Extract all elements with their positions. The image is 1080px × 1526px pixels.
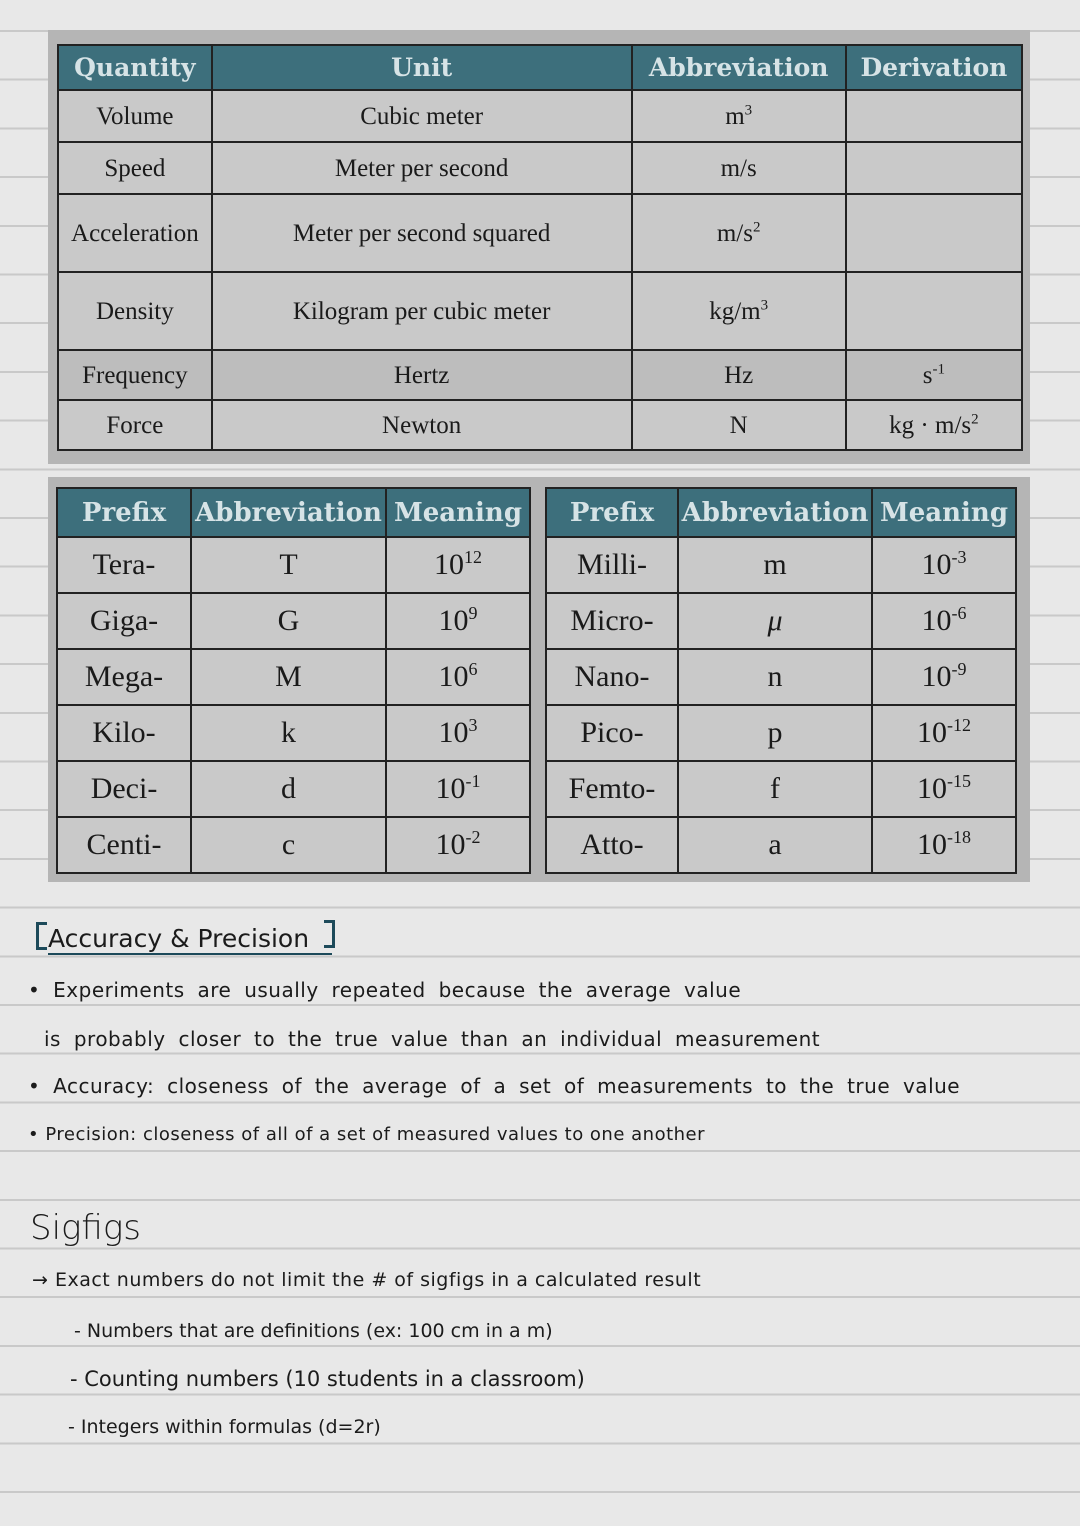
abbr-cell: N <box>632 400 846 450</box>
prefix-cell: Atto- <box>546 817 678 873</box>
abbr-cell: μ <box>678 593 872 649</box>
abbr-cell: $m^3$ <box>632 90 846 142</box>
table-row <box>57 593 530 649</box>
table-row <box>58 350 1022 400</box>
unit-cell: Meter per second squared <box>212 194 632 272</box>
prefix-cell: Femto- <box>546 761 678 817</box>
prefix-cell: Centi- <box>57 817 191 873</box>
note-line: → Exact numbers do not limit the # of sigfigs in a calculated result <box>32 1269 702 1291</box>
table-row <box>546 593 1016 649</box>
meaning-cell: $10^{-6}$ <box>872 593 1016 649</box>
meaning-cell: $10^{-18}$ <box>872 817 1016 873</box>
note-sub-line: - Counting numbers (10 students in a classroom) <box>70 1367 585 1391</box>
prefix-cell: Milli- <box>546 537 678 593</box>
table-row <box>57 761 530 817</box>
meaning-cell: $10^{-3}$ <box>872 537 1016 593</box>
title-bracket-left-icon <box>36 922 47 950</box>
prefix-table-header <box>57 488 530 537</box>
table-row <box>546 761 1016 817</box>
meaning-cell: $10^{-2}$ <box>386 817 530 873</box>
abbr-cell: $kg/m^3$ <box>632 272 846 350</box>
abbr-cell: T <box>191 537 386 593</box>
meaning-cell: $10^{-9}$ <box>872 649 1016 705</box>
header-prefix: Prefix <box>57 488 191 537</box>
note-line: • Experiments are usually repeated because the average value <box>28 978 742 1002</box>
meaning-cell: $10^3$ <box>386 705 530 761</box>
table-row <box>58 142 1022 194</box>
header-unit: Unit <box>212 45 632 90</box>
quantity-cell: Speed <box>58 142 212 194</box>
prefix-cell: Mega- <box>57 649 191 705</box>
prefix-table-header <box>546 488 1016 537</box>
table-row <box>58 194 1022 272</box>
table-row <box>546 817 1016 873</box>
prefix-table-small <box>545 487 1017 874</box>
note-line: is probably closer to the true value than an individual measurement <box>44 1027 821 1051</box>
meaning-cell: $10^9$ <box>386 593 530 649</box>
section-title-accuracy-precision: Accuracy & Precision <box>48 924 332 955</box>
derivation-cell <box>846 90 1022 142</box>
derivation-cell <box>846 194 1022 272</box>
abbr-cell: G <box>191 593 386 649</box>
table-row <box>58 90 1022 142</box>
units-table <box>57 44 1023 451</box>
header-prefix: Prefix <box>546 488 678 537</box>
units-table-header <box>58 45 1022 90</box>
note-sub-line: - Numbers that are definitions (ex: 100 cm in a m) <box>74 1320 553 1342</box>
abbr-cell: m/s <box>632 142 846 194</box>
abbr-cell: Hz <box>632 350 846 400</box>
header-derivation: Derivation <box>846 45 1022 90</box>
note-line: • Accuracy: closeness of the average of a set of measurements to the true value <box>28 1074 961 1098</box>
quantity-cell: Density <box>58 272 212 350</box>
abbr-cell: a <box>678 817 872 873</box>
quantity-cell: Frequency <box>58 350 212 400</box>
abbr-cell: f <box>678 761 872 817</box>
meaning-cell: $10^{-1}$ <box>386 761 530 817</box>
header-quantity: Quantity <box>58 45 212 90</box>
table-row <box>57 705 530 761</box>
table-row <box>57 817 530 873</box>
abbr-cell: p <box>678 705 872 761</box>
abbr-cell: d <box>191 761 386 817</box>
table-row <box>58 400 1022 450</box>
abbr-cell: c <box>191 817 386 873</box>
derivation-cell: kg · $m/s^2$ <box>846 400 1022 450</box>
table-row <box>546 649 1016 705</box>
meaning-cell: $10^{-15}$ <box>872 761 1016 817</box>
header-abbreviation: Abbreviation <box>191 488 386 537</box>
quantity-cell: Acceleration <box>58 194 212 272</box>
abbr-cell: $m/s^2$ <box>632 194 846 272</box>
prefix-cell: Micro- <box>546 593 678 649</box>
derivation-cell <box>846 142 1022 194</box>
header-meaning: Meaning <box>872 488 1016 537</box>
derivation-cell: $s^{-1}$ <box>846 350 1022 400</box>
table-row <box>546 537 1016 593</box>
note-sub-line: - Integers within formulas (d=2r) <box>68 1416 381 1438</box>
header-meaning: Meaning <box>386 488 530 537</box>
header-abbreviation: Abbreviation <box>678 488 872 537</box>
prefix-cell: Pico- <box>546 705 678 761</box>
prefix-cell: Kilo- <box>57 705 191 761</box>
abbr-cell: m <box>678 537 872 593</box>
abbr-cell: k <box>191 705 386 761</box>
note-line: • Precision: closeness of all of a set of measured values to one another <box>28 1124 706 1145</box>
derivation-cell <box>846 272 1022 350</box>
section-title-sigfigs: Sigfigs <box>30 1208 141 1248</box>
meaning-cell: $10^{12}$ <box>386 537 530 593</box>
prefix-table-large <box>56 487 531 874</box>
unit-cell: Cubic meter <box>212 90 632 142</box>
quantity-cell: Volume <box>58 90 212 142</box>
unit-cell: Newton <box>212 400 632 450</box>
prefix-cell: Tera- <box>57 537 191 593</box>
prefix-cell: Deci- <box>57 761 191 817</box>
abbr-cell: M <box>191 649 386 705</box>
table-row <box>546 705 1016 761</box>
prefix-cell: Nano- <box>546 649 678 705</box>
table-row <box>57 649 530 705</box>
unit-cell: Hertz <box>212 350 632 400</box>
abbr-cell: n <box>678 649 872 705</box>
quantity-cell: Force <box>58 400 212 450</box>
prefix-cell: Giga- <box>57 593 191 649</box>
unit-cell: Kilogram per cubic meter <box>212 272 632 350</box>
meaning-cell: $10^{-12}$ <box>872 705 1016 761</box>
unit-cell: Meter per second <box>212 142 632 194</box>
table-row <box>57 537 530 593</box>
meaning-cell: $10^6$ <box>386 649 530 705</box>
table-row <box>58 272 1022 350</box>
header-abbreviation: Abbreviation <box>632 45 846 90</box>
